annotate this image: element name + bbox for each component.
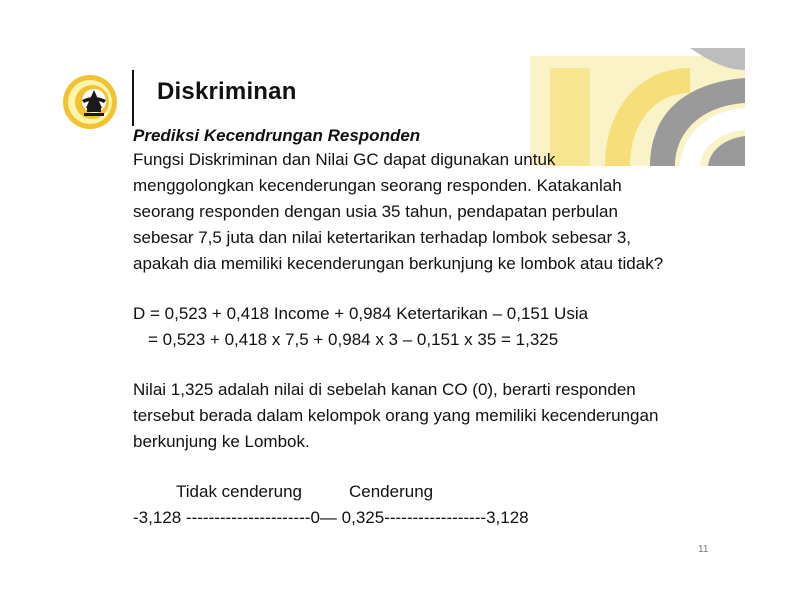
- paragraph-line: seorang responden dengan usia 35 tahun, pendapatan perbulan: [133, 202, 618, 221]
- scale-label-right: Cenderung: [349, 482, 434, 501]
- formula-line: D = 0,523 + 0,418 Income + 0,984 Ketertarikan – 0,151 Usia: [133, 304, 589, 323]
- conclusion-line: berkunjung ke Lombok.: [133, 432, 310, 451]
- paragraph-line: menggolongkan kecenderungan seorang responden. Katakanlah: [133, 176, 622, 195]
- title-divider: [132, 70, 134, 126]
- formula-line: = 0,523 + 0,418 x 7,5 + 0,984 x 3 – 0,151 x 35 = 1,325: [148, 330, 559, 349]
- conclusion-line: tersebut berada dalam kelompok orang yang memiliki kecenderungan: [133, 406, 659, 425]
- paragraph-line: Fungsi Diskriminan dan Nilai GC dapat digunakan untuk: [133, 150, 556, 169]
- subheading: Prediksi Kecendrungan Responden: [133, 126, 421, 145]
- scale-label-left: Tidak cenderung: [176, 482, 303, 501]
- conclusion-line: Nilai 1,325 adalah nilai di sebelah kanan CO (0), berarti responden: [133, 380, 636, 399]
- page-number: 11: [698, 544, 709, 555]
- paragraph-line: sebesar 7,5 juta dan nilai ketertarikan terhadap lombok sebesar 3,: [133, 228, 632, 247]
- slide-title: Diskriminan: [157, 78, 297, 105]
- university-logo-icon: [60, 72, 120, 132]
- scale-line: -3,128 ----------------------0— 0,325------------------3,128: [133, 508, 529, 527]
- paragraph-line: apakah dia memiliki kecenderungan berkunjung ke lombok atau tidak?: [133, 254, 664, 273]
- decorative-ornament-icon: [530, 48, 745, 166]
